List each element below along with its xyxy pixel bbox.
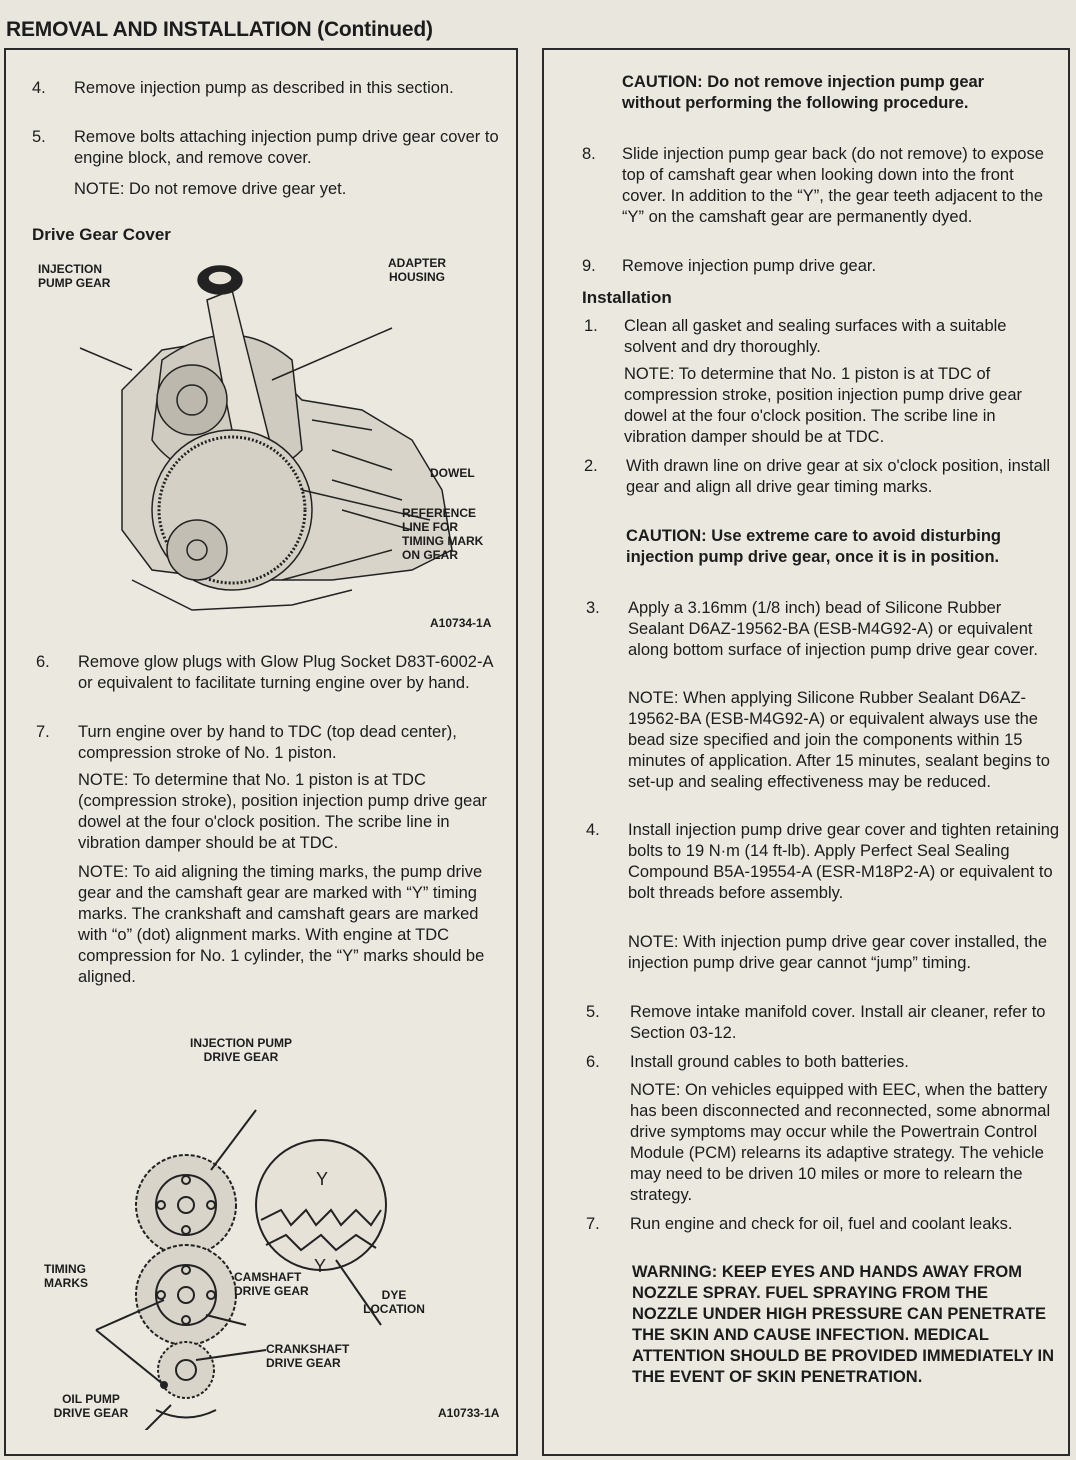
step-6 — [36, 652, 510, 694]
label-injection-pump-gear: INJECTION PUMP GEAR — [38, 262, 111, 290]
step-text: Install ground cables to both batteries. — [630, 1053, 909, 1071]
step-number: 5. — [586, 1003, 600, 1021]
note-install-step-4: NOTE: With injection pump drive gear cover installed, the injection pump drive gear cannot “jump” timing. — [628, 933, 1048, 972]
step-text: Remove injection pump as described in this section. — [74, 79, 454, 97]
step-number: 3. — [586, 599, 600, 617]
step-number: 4. — [586, 821, 600, 839]
step-text: Remove bolts attaching injection pump drive gear cover to engine block, and remove cover. — [74, 128, 499, 167]
step-text: Slide injection pump gear back (do not remove) to expose top of camshaft gear when looking down into the front cover. In addition to the “Y”, the gear teeth adjacent to the “Y” on the camshaft gear are permanently dyed. — [622, 145, 1044, 226]
step-text: Apply a 3.16mm (1/8 inch) bead of Silicone Rubber Sealant D6AZ-19562-BA (ESB-M4G92-A) or equivalent along bottom surface of injection pump drive gear cover. — [628, 599, 1038, 659]
label-camshaft-drive-gear: CAMSHAFT DRIVE GEAR — [234, 1270, 309, 1298]
step-text: Remove intake manifold cover. Install air cleaner, refer to Section 03-12. — [630, 1003, 1046, 1042]
note-step-7-b: NOTE: To aid aligning the timing marks, the pump drive gear and the camshaft gear are marked with “Y” timing marks. The crankshaft and camshaft gears are marked with “o” (dot) alignment marks. With engine at TDC compression for No. 1 cylinder, the “Y” marks should be aligned. — [78, 863, 485, 986]
step-number: 2. — [584, 457, 598, 475]
step-text: Run engine and check for oil, fuel and coolant leaks. — [630, 1215, 1013, 1233]
install-step-7 — [586, 1214, 1062, 1235]
step-number: 5. — [32, 128, 46, 146]
note-install-step-1: NOTE: To determine that No. 1 piston is at TDC of compression stroke, position injection pump drive gear dowel at the four o'clock position. The scribe line in vibration damper should be at TDC. — [624, 365, 1023, 446]
step-number: 7. — [36, 723, 50, 741]
page-title: REMOVAL AND INSTALLATION (Continued) — [6, 18, 433, 41]
label-injection-pump-drive-gear: INJECTION PUMP DRIVE GEAR — [189, 1036, 292, 1064]
step-8 — [582, 144, 1058, 228]
step-number: 6. — [36, 653, 50, 671]
label-oil-pump-drive-gear: OIL PUMP DRIVE GEAR — [53, 1392, 129, 1420]
install-step-6 — [586, 1052, 1062, 1073]
label-adapter-housing: ADAPTER HOUSING — [387, 256, 446, 284]
note-install-step-3: NOTE: When applying Silicone Rubber Sealant D6AZ-19562-BA (ESB-M4G92-A) or equivalent always use the bead size specified and join the components within 15 minutes of application. After 15 minutes, sealant begins to set-up and sealing effectiveness may be reduced. — [628, 689, 1050, 791]
step-number: 6. — [586, 1053, 600, 1071]
install-step-3 — [586, 598, 1060, 661]
install-step-5 — [586, 1002, 1062, 1044]
label-reference-line: REFERENCE LINE FOR TIMING MARK ON GEAR — [402, 506, 484, 562]
drive-gear-cover-illustration — [32, 250, 512, 630]
label-dowel: DOWEL — [430, 466, 475, 480]
caution-pump-gear: CAUTION: Do not remove injection pump gear without performing the following procedure. — [622, 73, 985, 112]
left-column-panel — [4, 48, 518, 1456]
section-installation: Installation — [582, 288, 672, 307]
step-text: Remove injection pump drive gear. — [622, 257, 877, 275]
figure-title-drive-gear-cover: Drive Gear Cover — [32, 225, 171, 244]
step-4 — [32, 78, 502, 99]
y-mark-bottom: Y — [314, 1256, 327, 1276]
step-number: 7. — [586, 1215, 600, 1233]
install-step-4 — [586, 820, 1060, 904]
step-7 — [36, 722, 510, 764]
note-step-7-a: NOTE: To determine that No. 1 piston is at TDC (compression stroke), position injection pump drive gear dowel at the four o'clock position. The scribe line in vibration damper should be at TDC. — [78, 771, 488, 852]
step-text: Turn engine over by hand to TDC (top dead center), compression stroke of No. 1 piston. — [78, 723, 457, 762]
note-step-5: NOTE: Do not remove drive gear yet. — [74, 180, 347, 198]
figure-id-1: A10734-1A — [430, 616, 492, 630]
install-step-1 — [584, 316, 1060, 358]
caution-drive-gear: CAUTION: Use extreme care to avoid disturbing injection pump drive gear, once it is in position. — [626, 527, 1001, 566]
step-number: 9. — [582, 257, 596, 275]
warning-nozzle-spray: WARNING: KEEP EYES AND HANDS AWAY FROM NOZZLE SPRAY. FUEL SPRAYING FROM THE NOZZLE UNDER HIGH PRESSURE CAN PENETRATE THE SKIN AND CAUSE INFECTION. MEDICAL ATTENTION SHOULD BE PROVIDED IMMEDIATELY IN THE EVENT OF SKIN PENETRATION. — [632, 1263, 1054, 1386]
step-number: 1. — [584, 317, 598, 335]
step-text: With drawn line on drive gear at six o'clock position, install gear and align all drive gear timing marks. — [626, 457, 1051, 496]
step-5 — [32, 127, 506, 169]
note-install-step-6: NOTE: On vehicles equipped with EEC, when the battery has been disconnected and reconnected, some abnormal drive symptoms may occur while the Powertrain Control Module (PCM) relearns its adaptive strategy. The vehicle may need to be driven 10 miles or more to relearn the strategy. — [630, 1081, 1051, 1204]
gear-train-illustration — [36, 1060, 506, 1430]
step-number: 8. — [582, 145, 596, 163]
step-9 — [582, 256, 1058, 277]
step-text: Install injection pump drive gear cover and tighten retaining bolts to 19 N·m (14 ft-lb). Apply Perfect Seal Sealing Compound B5A-19554-A (ESR-M18P2-A) or equivalent to bolt threads before assembly. — [628, 821, 1060, 902]
label-dye-location: DYE LOCATION — [363, 1288, 425, 1316]
step-text: Clean all gasket and sealing surfaces with a suitable solvent and dry thoroughly. — [624, 317, 1007, 356]
install-step-2 — [584, 456, 1060, 498]
label-crankshaft-drive-gear: CRANKSHAFT DRIVE GEAR — [266, 1342, 350, 1370]
step-number: 4. — [32, 79, 46, 97]
y-mark-top: Y — [316, 1169, 329, 1189]
step-text: Remove glow plugs with Glow Plug Socket D83T-6002-A or equivalent to facilitate turning engine over by hand. — [78, 653, 493, 692]
figure-id-2: A10733-1A — [438, 1406, 500, 1420]
label-timing-marks: TIMING MARKS — [44, 1262, 88, 1290]
right-column-panel — [542, 48, 1070, 1456]
